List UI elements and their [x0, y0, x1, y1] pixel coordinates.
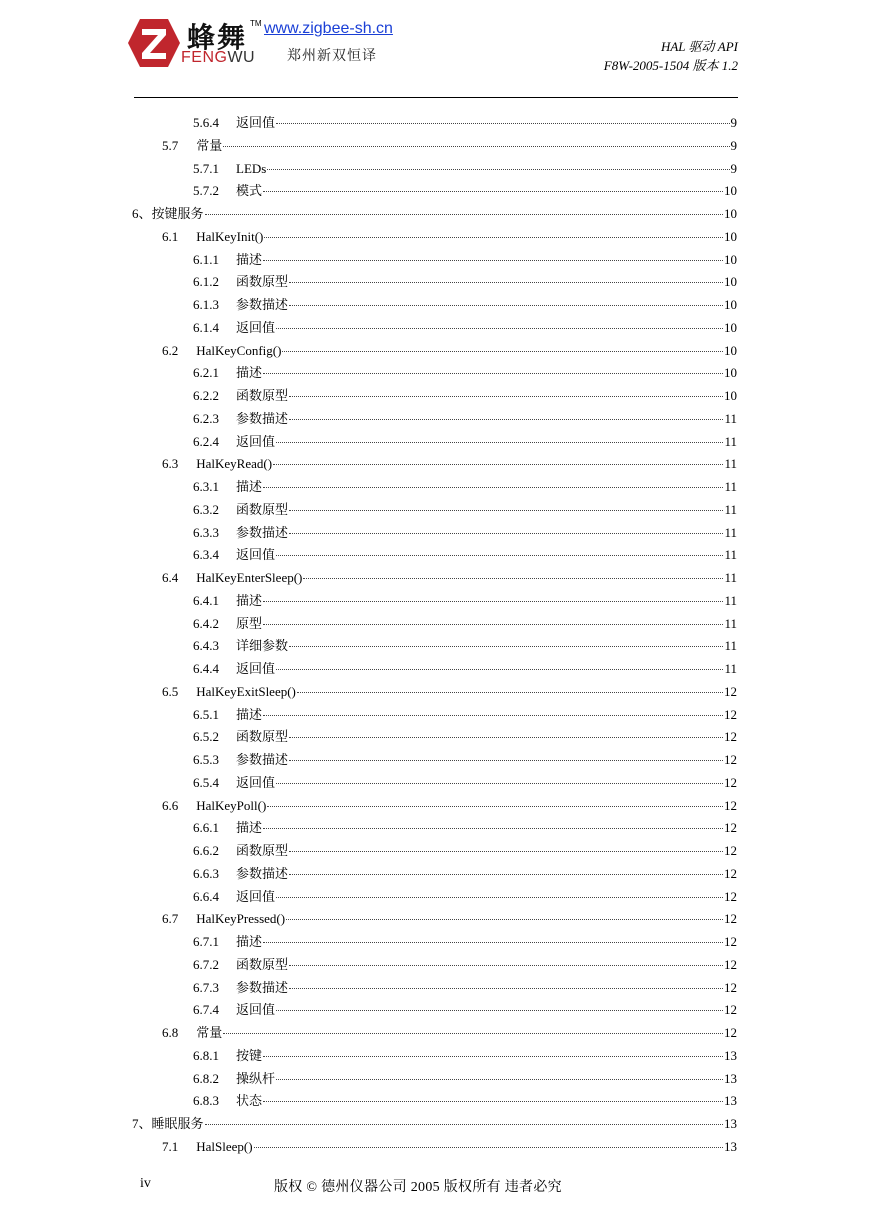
toc-dot-leader — [289, 837, 723, 852]
toc-entry-title: 函数原型 — [236, 388, 289, 403]
toc-entry-title: 描述 — [236, 251, 263, 267]
toc-entry-page: 11 — [724, 524, 737, 540]
toc-entry-number: 5.7.1 — [193, 160, 219, 176]
toc-entry-title: 描述 — [236, 934, 263, 949]
toc-entry-page: 10 — [724, 319, 737, 335]
toc-entry[interactable] — [193, 772, 737, 794]
toc-entry-title: HalKeyConfig() — [196, 342, 282, 358]
toc-entry-page: 12 — [724, 979, 737, 995]
toc-entry-page: 12 — [724, 774, 737, 790]
toc-entry-title: 函数原型 — [236, 274, 289, 290]
logo-english-text — [181, 49, 255, 67]
toc-entry-title: 函数原型 — [236, 729, 289, 745]
toc-entry-number: 6.5.1 — [193, 706, 219, 722]
toc-entry[interactable] — [162, 453, 737, 475]
toc-entry-number: 6.3.4 — [193, 547, 219, 563]
logo-en-part1: FEN — [181, 49, 215, 66]
website-link[interactable]: www.zigbee-sh.cn — [264, 20, 393, 37]
document-version: F8W-2005-1504 版本 1.2 — [603, 58, 738, 73]
toc-dot-leader — [263, 473, 723, 488]
toc-entry-number: 6.2.4 — [193, 433, 219, 449]
toc-dot-leader — [223, 132, 729, 147]
toc-entry-page: 13 — [724, 1138, 737, 1154]
document-title: HAL 驱动 API — [660, 39, 738, 54]
toc-entry-title: 返回值 — [236, 547, 276, 563]
toc-entry-title: 按键 — [236, 1047, 263, 1063]
toc-dot-leader — [263, 587, 723, 602]
document-info — [604, 37, 738, 75]
toc-entry-title: 模式 — [236, 183, 263, 199]
toc-entry-number: 6.2 — [162, 342, 179, 358]
toc-entry-page: 12 — [724, 934, 737, 949]
toc-dot-leader — [289, 405, 723, 420]
toc-entry-page: 12 — [724, 843, 737, 858]
toc-entry-page: 11 — [724, 433, 737, 449]
toc-entry-page: 11 — [724, 479, 737, 494]
toc-entry[interactable] — [193, 362, 737, 384]
header-divider — [134, 97, 738, 98]
toc-entry-title: 描述 — [236, 820, 263, 836]
toc-entry[interactable] — [162, 135, 737, 157]
toc-entry-number: 6.1.2 — [193, 274, 219, 290]
toc-entry[interactable] — [193, 613, 737, 635]
toc-dot-leader — [276, 1065, 723, 1080]
toc-entry[interactable] — [193, 635, 737, 657]
toc-entry[interactable] — [193, 317, 737, 339]
toc-entry-number: 5.6.4 — [193, 115, 219, 130]
toc-dot-leader — [264, 223, 723, 238]
toc-entry[interactable] — [162, 1136, 737, 1158]
page-footer — [0, 1172, 869, 1202]
toc-entry-title: HalKeyPoll() — [196, 797, 267, 813]
toc-entry-number: 6.1 — [162, 228, 179, 244]
toc-entry[interactable] — [162, 340, 737, 362]
toc-dot-leader — [223, 1019, 723, 1034]
toc-dot-leader — [254, 1133, 723, 1148]
toc-entry-page: 12 — [724, 752, 737, 767]
toc-entry-number: 6.1.3 — [193, 297, 219, 312]
toc-entry-page: 13 — [724, 1093, 737, 1109]
toc-entry-title: 返回值 — [236, 115, 276, 130]
toc-entry-page: 10 — [724, 297, 737, 312]
toc-entry-number: 6.2.1 — [193, 365, 219, 381]
toc-entry-page: 9 — [730, 137, 737, 153]
toc-entry[interactable] — [193, 977, 737, 999]
toc-dot-leader — [263, 359, 723, 374]
toc-entry[interactable] — [193, 817, 737, 839]
toc-entry-title: 返回值 — [236, 433, 276, 449]
trademark-mark: TM — [250, 19, 262, 28]
toc-entry[interactable] — [193, 1045, 737, 1067]
toc-entry[interactable] — [193, 704, 737, 726]
toc-entry-page: 10 — [724, 228, 737, 244]
toc-entry-title: 返回值 — [236, 661, 276, 676]
toc-entry-page: 11 — [724, 547, 737, 563]
toc-dot-leader — [205, 1110, 723, 1125]
toc-entry[interactable] — [162, 681, 737, 703]
toc-dot-leader — [289, 860, 723, 875]
toc-entry-page: 13 — [724, 1047, 737, 1063]
toc-entry-page: 11 — [724, 592, 737, 608]
toc-entry[interactable] — [193, 385, 737, 407]
toc-entry-number: 6.8.3 — [193, 1093, 219, 1109]
toc-entry[interactable] — [132, 1113, 737, 1135]
toc-dot-leader — [282, 337, 723, 352]
toc-dot-leader — [263, 246, 723, 261]
toc-entry-page: 12 — [724, 683, 737, 699]
copyright-notice: 版权 © 德州仪器公司 2005 版权所有 违者必究 — [274, 1180, 562, 1195]
toc-dot-leader — [289, 382, 723, 397]
toc-entry-number: 6.4.2 — [193, 615, 219, 631]
toc-entry[interactable] — [162, 226, 737, 248]
toc-dot-leader — [267, 792, 723, 807]
toc-dot-leader — [276, 541, 723, 556]
toc-entry-title: 返回值 — [236, 774, 276, 790]
toc-entry[interactable] — [162, 908, 737, 930]
toc-entry[interactable] — [193, 999, 737, 1021]
toc-dot-leader — [273, 450, 723, 465]
toc-entry[interactable] — [193, 408, 737, 430]
toc-entry[interactable] — [162, 795, 737, 817]
toc-entry-title: HalKeyInit() — [196, 228, 264, 244]
toc-entry[interactable] — [193, 544, 737, 566]
toc-entry-number: 6.4.3 — [193, 638, 219, 654]
toc-dot-leader — [286, 905, 723, 920]
toc-entry-page: 10 — [724, 342, 737, 358]
toc-entry-number: 6.5.2 — [193, 729, 219, 745]
toc-entry-number: 5.7.2 — [193, 183, 219, 199]
toc-entry-page: 12 — [724, 729, 737, 745]
toc-entry-page: 12 — [724, 1002, 737, 1018]
toc-entry-page: 11 — [724, 501, 737, 517]
toc-entry-number: 6.4 — [162, 570, 179, 585]
toc-dot-leader — [276, 314, 723, 329]
toc-entry-title: 返回值 — [236, 888, 276, 904]
toc-entry-title: 参数描述 — [236, 979, 289, 995]
toc-dot-leader — [276, 883, 723, 898]
toc-entry-title: 描述 — [236, 706, 263, 722]
toc-entry-title: 参数描述 — [236, 752, 289, 767]
toc-entry-number: 6.7.4 — [193, 1002, 219, 1018]
toc-entry-title: 操纵杆 — [236, 1070, 276, 1086]
toc-entry-page: 11 — [724, 615, 737, 631]
toc-entry-number: 6.7.1 — [193, 934, 219, 949]
toc-entry-number: 6.6.3 — [193, 865, 219, 881]
toc-entry-page: 11 — [724, 638, 737, 654]
toc-dot-leader — [263, 814, 723, 829]
toc-dot-leader — [267, 155, 729, 170]
toc-entry[interactable] — [193, 158, 737, 180]
toc-entry[interactable] — [193, 522, 737, 544]
toc-entry[interactable] — [193, 294, 737, 316]
toc-dot-leader — [289, 723, 723, 738]
toc-entry-number: 6.3.3 — [193, 524, 219, 540]
toc-dot-leader — [289, 268, 723, 283]
toc-entry-page: 13 — [724, 1070, 737, 1086]
toc-entry-page: 10 — [724, 183, 737, 199]
toc-entry-title: 参数描述 — [236, 524, 289, 540]
toc-entry-title: LEDs — [236, 160, 267, 176]
toc-entry-number: 6.4.1 — [193, 592, 219, 608]
toc-entry-title: 状态 — [236, 1093, 263, 1109]
toc-entry-title: HalSleep() — [196, 1138, 253, 1154]
toc-entry[interactable] — [193, 954, 737, 976]
toc-entry[interactable] — [193, 112, 737, 134]
toc-entry-title: 描述 — [236, 592, 263, 608]
toc-entry-number: 6.5.4 — [193, 774, 219, 790]
toc-entry-number: 6.4.4 — [193, 661, 219, 676]
toc-entry-title: 返回值 — [236, 319, 276, 335]
toc-entry-title: HalKeyExitSleep() — [196, 683, 296, 699]
toc-entry-number: 6.5 — [162, 683, 179, 699]
toc-entry[interactable] — [193, 431, 737, 453]
toc-entry-page: 11 — [724, 456, 737, 472]
toc-dot-leader — [289, 746, 723, 761]
toc-dot-leader — [289, 519, 723, 534]
toc-entry[interactable] — [162, 567, 737, 589]
toc-entry-page: 10 — [724, 206, 737, 221]
toc-entry-page: 11 — [724, 661, 737, 676]
toc-entry-number: 6.3 — [162, 456, 179, 472]
toc-entry-title: 描述 — [236, 365, 263, 381]
toc-entry[interactable] — [193, 1090, 737, 1112]
toc-entry-number: 7、 — [132, 1116, 152, 1131]
toc-dot-leader — [276, 428, 723, 443]
toc-entry[interactable] — [193, 499, 737, 521]
logo-en-part2: G — [214, 49, 228, 66]
toc-entry-title: HalKeyRead() — [196, 456, 273, 472]
company-name: 郑州新双恒译 — [287, 48, 377, 64]
toc-entry-title: 原型 — [236, 615, 263, 631]
toc-entry[interactable] — [193, 249, 737, 271]
toc-entry-page: 12 — [724, 865, 737, 881]
toc-entry-number: 6.6 — [162, 797, 179, 813]
toc-entry-page: 12 — [724, 956, 737, 972]
toc-entry-number: 6.7 — [162, 911, 179, 927]
toc-entry-title: 返回值 — [236, 1002, 276, 1018]
toc-entry-title: 参数描述 — [236, 865, 289, 881]
toc-dot-leader — [276, 769, 723, 784]
toc-entry-number: 7.1 — [162, 1138, 179, 1154]
toc-entry[interactable] — [193, 590, 737, 612]
toc-dot-leader — [263, 928, 723, 943]
toc-entry-number: 6.1.4 — [193, 319, 219, 335]
toc-entry-number: 6.3.2 — [193, 501, 219, 517]
toc-entry-title: 常量 — [196, 137, 223, 153]
toc-entry-page: 12 — [724, 706, 737, 722]
toc-entry-number: 6.2.2 — [193, 388, 219, 403]
toc-entry-title: 参数描述 — [236, 297, 289, 312]
toc-entry[interactable] — [193, 476, 737, 498]
toc-entry-number: 6.8.2 — [193, 1070, 219, 1086]
toc-dot-leader — [205, 200, 723, 215]
toc-dot-leader — [263, 701, 723, 716]
toc-entry[interactable] — [193, 840, 737, 862]
toc-entry-number: 6.2.3 — [193, 410, 219, 426]
toc-dot-leader — [276, 655, 723, 670]
toc-entry[interactable] — [193, 658, 737, 680]
toc-dot-leader — [289, 291, 723, 306]
toc-entry[interactable] — [193, 931, 737, 953]
toc-entry[interactable] — [193, 863, 737, 885]
toc-dot-leader — [263, 177, 723, 192]
toc-entry[interactable] — [193, 1068, 737, 1090]
logo-chinese-text: 蜂舞 — [187, 21, 248, 54]
toc-entry[interactable] — [193, 886, 737, 908]
toc-entry-number: 6.5.3 — [193, 752, 219, 767]
toc-dot-leader — [289, 496, 723, 511]
toc-entry[interactable] — [193, 180, 737, 202]
toc-entry-page: 12 — [724, 820, 737, 836]
toc-entry-number: 6.1.1 — [193, 251, 219, 267]
toc-entry[interactable] — [193, 726, 737, 748]
toc-entry-page: 12 — [724, 911, 737, 927]
toc-dot-leader — [276, 109, 729, 124]
toc-dot-leader — [276, 996, 723, 1011]
toc-entry-title: 函数原型 — [236, 843, 289, 858]
toc-entry[interactable] — [162, 1022, 737, 1044]
page-number: iv — [140, 1176, 151, 1191]
toc-entry-number: 6.6.1 — [193, 820, 219, 836]
toc-entry-number: 6.6.4 — [193, 888, 219, 904]
toc-entry[interactable] — [193, 749, 737, 771]
toc-entry-page: 10 — [724, 365, 737, 381]
toc-entry-page: 9 — [730, 115, 737, 130]
toc-entry-title: 函数原型 — [236, 956, 289, 972]
toc-entry-page: 12 — [724, 797, 737, 813]
toc-entry-title: HalKeyEnterSleep() — [196, 570, 303, 585]
toc-entry-title: 睡眠服务 — [151, 1116, 204, 1131]
toc-entry-number: 5.7 — [162, 137, 179, 153]
toc-entry-title: HalKeyPressed() — [196, 911, 286, 927]
logo-en-part3: WU — [227, 49, 256, 66]
toc-entry-title: 参数描述 — [236, 410, 289, 426]
toc-entry-title: 描述 — [236, 479, 263, 494]
toc-entry-number: 6.8.1 — [193, 1047, 219, 1063]
toc-entry-page: 12 — [724, 1025, 737, 1040]
toc-entry-page: 9 — [730, 160, 737, 176]
toc-entry[interactable] — [193, 271, 737, 293]
toc-entry-number: 6.8 — [162, 1025, 179, 1040]
toc-dot-leader — [263, 610, 723, 625]
toc-entry-page: 11 — [724, 570, 737, 585]
toc-entry-page: 10 — [724, 251, 737, 267]
toc-dot-leader — [303, 564, 723, 579]
toc-dot-leader — [263, 1087, 723, 1102]
toc-dot-leader — [297, 678, 723, 693]
toc-dot-leader — [289, 951, 723, 966]
toc-entry-page: 10 — [724, 274, 737, 290]
toc-dot-leader — [263, 1042, 723, 1057]
page-header — [0, 0, 869, 100]
toc-entry-page: 13 — [724, 1116, 737, 1131]
toc-entry[interactable] — [132, 203, 737, 225]
toc-entry-page: 10 — [724, 388, 737, 403]
toc-entry-title: 详细参数 — [236, 638, 289, 654]
toc-entry-number: 6.7.2 — [193, 956, 219, 972]
toc-entry-number: 6.7.3 — [193, 979, 219, 995]
toc-dot-leader — [289, 974, 723, 989]
toc-entry-number: 6、 — [132, 206, 152, 221]
toc-entry-page: 11 — [724, 410, 737, 426]
toc-entry-title: 按键服务 — [151, 206, 204, 221]
toc-entry-page: 12 — [724, 888, 737, 904]
toc-entry-number: 6.6.2 — [193, 843, 219, 858]
toc-entry-title: 函数原型 — [236, 501, 289, 517]
toc-entry-title: 常量 — [196, 1025, 223, 1040]
toc-dot-leader — [289, 632, 723, 647]
fengwu-logo-icon — [128, 19, 180, 67]
toc-entry-number: 6.3.1 — [193, 479, 219, 494]
